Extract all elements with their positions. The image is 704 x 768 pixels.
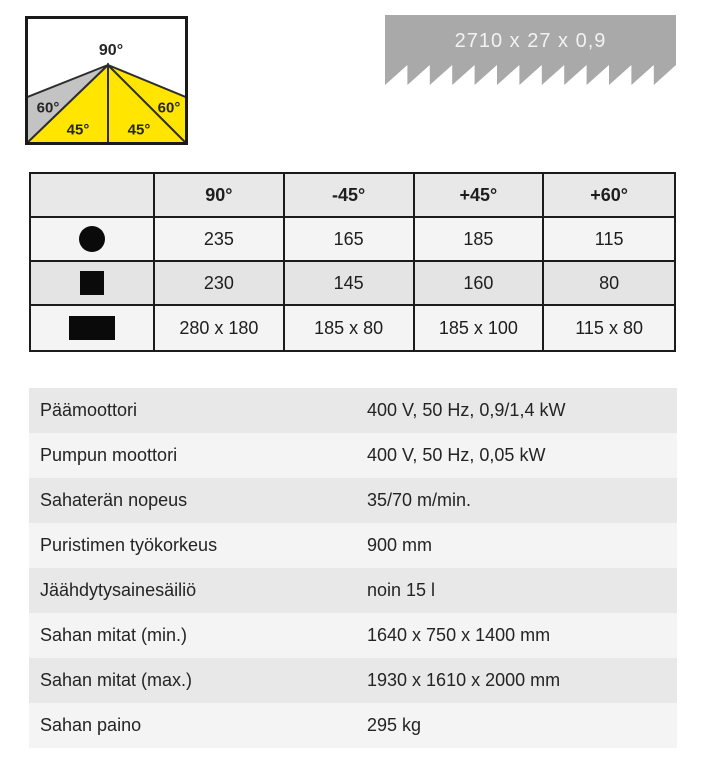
- table-row-square-icon-cell: [31, 262, 155, 306]
- circle-icon: [79, 226, 105, 252]
- spec-label: Pumpun moottori: [40, 445, 178, 465]
- table-header-plus45: +45°: [415, 174, 545, 218]
- table-row-rect-icon-cell: [31, 306, 155, 350]
- spec-value: 295 kg: [367, 715, 422, 735]
- square-90-value: 230: [155, 262, 285, 306]
- round-minus45-value: 165: [285, 218, 415, 262]
- angle-label-right-60: 60°: [157, 99, 181, 117]
- spec-row-blade-speed: [29, 478, 677, 523]
- spec-label: Sahan mitat (min.): [40, 625, 188, 645]
- angle-label-right-45: 45°: [127, 121, 151, 139]
- cutting-angle-drawing: [25, 16, 188, 145]
- rect-plus60-value: 115 x 80: [544, 306, 674, 350]
- round-90-value: 235: [155, 218, 285, 262]
- spec-row-dimensions-max: [29, 658, 677, 703]
- spec-label: Päämoottori: [40, 400, 138, 420]
- table-header-plus60: +60°: [544, 174, 674, 218]
- spec-value: 400 V, 50 Hz, 0,9/1,4 kW: [367, 400, 566, 420]
- spec-row-weight: [29, 703, 677, 748]
- rect-minus45-value: 185 x 80: [285, 306, 415, 350]
- spec-value: 1640 x 750 x 1400 mm: [367, 625, 551, 645]
- table-row-round-icon-cell: [31, 218, 155, 262]
- angle-label-left-45: 45°: [66, 121, 90, 139]
- spec-label: Sahan mitat (max.): [40, 670, 193, 690]
- spec-row-main-motor: [29, 388, 677, 433]
- spec-label: Jäähdytysainesäiliö: [40, 580, 197, 600]
- capacity-table: [29, 172, 676, 352]
- table-header-90: 90°: [155, 174, 285, 218]
- spec-value: 1930 x 1610 x 2000 mm: [367, 670, 561, 690]
- rectangle-icon: [69, 316, 115, 340]
- angle-label-90: 90°: [98, 42, 124, 59]
- square-plus60-value: 80: [544, 262, 674, 306]
- spec-list: [29, 388, 677, 748]
- square-icon: [80, 271, 104, 295]
- spec-value: 35/70 m/min.: [367, 490, 472, 510]
- rect-plus45-value: 185 x 100: [415, 306, 545, 350]
- spec-row-dimensions-min: [29, 613, 677, 658]
- angle-label-left-60: 60°: [36, 99, 60, 117]
- spec-value: noin 15 l: [367, 580, 436, 600]
- round-plus45-value: 185: [415, 218, 545, 262]
- table-header-minus45: -45°: [285, 174, 415, 218]
- spec-label: Puristimen työkorkeus: [40, 535, 218, 555]
- spec-row-coolant-tank: [29, 568, 677, 613]
- cutting-angle-diagram: [25, 16, 188, 145]
- spec-label: Sahan paino: [40, 715, 142, 735]
- spec-label: Sahaterän nopeus: [40, 490, 188, 510]
- spec-value: 400 V, 50 Hz, 0,05 kW: [367, 445, 546, 465]
- square-minus45-value: 145: [285, 262, 415, 306]
- spec-row-pump-motor: [29, 433, 677, 478]
- spec-value: 900 mm: [367, 535, 433, 555]
- table-header-empty: [31, 174, 155, 218]
- square-plus45-value: 160: [415, 262, 545, 306]
- blade-dimensions-text: 2710 x 27 x 0,9: [454, 30, 607, 52]
- spec-row-vise-height: [29, 523, 677, 568]
- round-plus60-value: 115: [544, 218, 674, 262]
- saw-blade-image: [385, 15, 676, 87]
- rect-90-value: 280 x 180: [155, 306, 285, 350]
